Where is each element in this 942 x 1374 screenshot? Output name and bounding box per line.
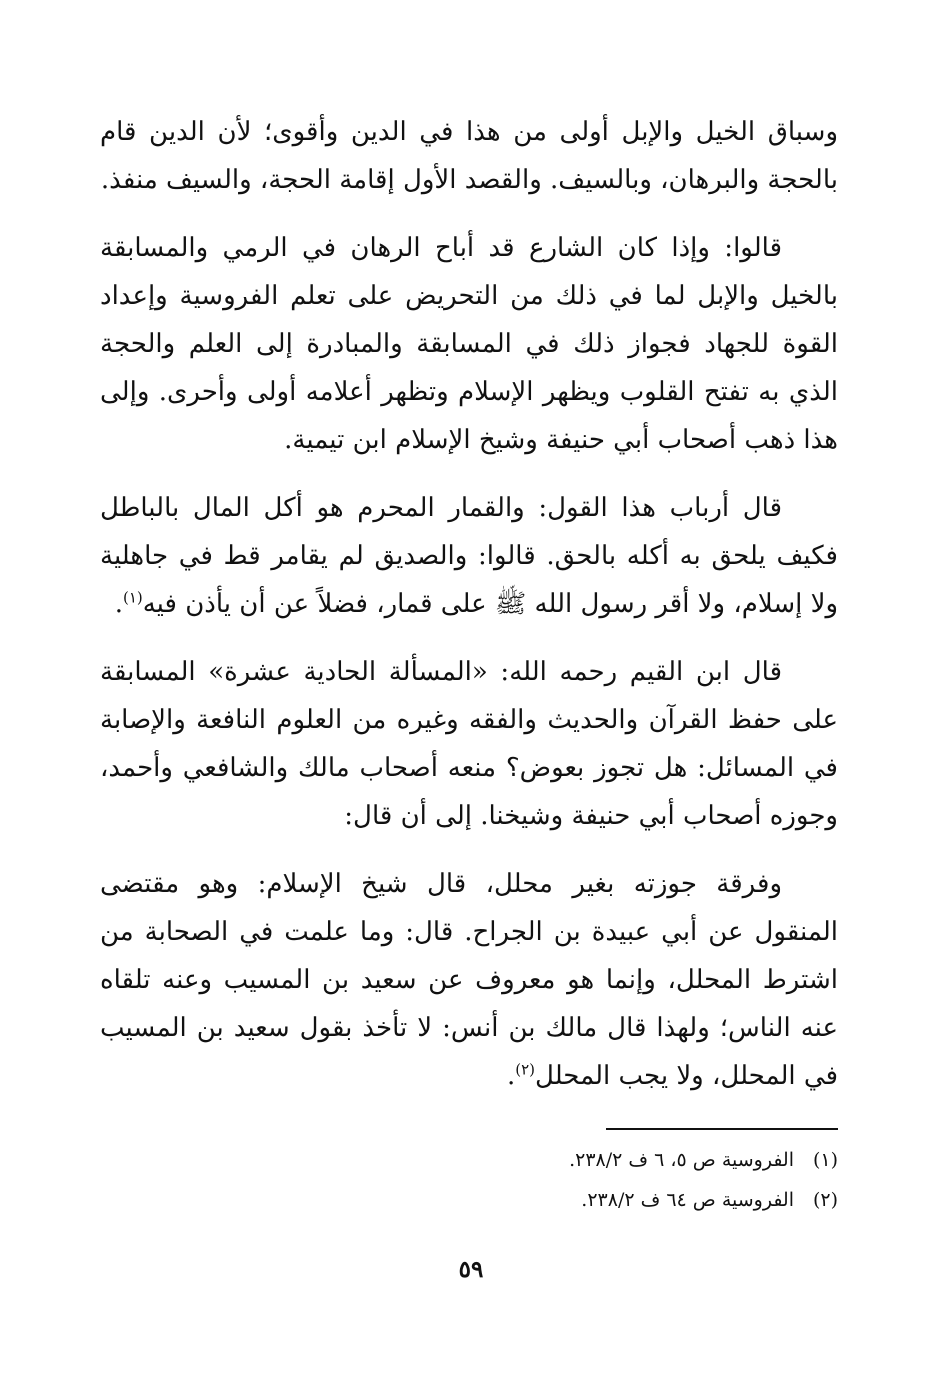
paragraph-2 bbox=[100, 224, 838, 464]
footnote-divider bbox=[606, 1128, 838, 1130]
paragraph-4 bbox=[100, 648, 838, 840]
paragraph-5 bbox=[100, 860, 838, 1100]
page-body bbox=[100, 108, 838, 1100]
paragraph-1 bbox=[100, 108, 838, 204]
footnote-reference-2[interactable]: (٢) bbox=[515, 1060, 535, 1079]
footnote-2-number: (٢) bbox=[812, 1189, 838, 1211]
paragraph-5-text: وفرقة جوزته بغير محلل، قال شيخ الإسلام: وهو مقتضى المنقول عن أبي عبيدة بن الجراح. قال: وما علمت في الصحابة من اشترط المحلل، وإنما هو معروف عن سعيد بن المسيب وعنه تلقاه عنه الناس؛ ولهذا قال مالك بن أنس: لا تأخذ بقول سعيد بن المسيب في المحلل، ولا يجب المحلل bbox=[100, 869, 838, 1091]
footnote-1-number: (١) bbox=[812, 1149, 838, 1171]
paragraph-4-text: قال ابن القيم رحمه الله: «المسألة الحادية عشرة» المسابقة على حفظ القرآن والحديث والفقه وغيره من العلوم النافعة والإصابة في المسائل: هل تجوز بعوض؟ منعه أصحاب مالك والشافعي وأحمد، وجوزه أصحاب أبي حنيفة وشيخنا. إلى أن قال: bbox=[100, 657, 838, 831]
paragraph-3 bbox=[100, 484, 838, 628]
footnote-2-text: الفروسية ص ٦٤ ف ٢٣٨/٢. bbox=[581, 1189, 794, 1211]
paragraph-3-end: . bbox=[114, 589, 123, 619]
paragraph-5-end: . bbox=[506, 1061, 516, 1091]
footnote-1-text: الفروسية ص ٥، ٦ ف ٢٣٨/٢. bbox=[569, 1149, 794, 1171]
footnote-1 bbox=[338, 1140, 838, 1180]
paragraph-1-text: وسباق الخيل والإبل أولى من هذا في الدين وأقوى؛ لأن الدين قام بالحجة والبرهان، وبالسيف. والقصد الأول إقامة الحجة، والسيف منفذ. bbox=[100, 117, 838, 195]
footnote-reference-1[interactable]: (١) bbox=[122, 588, 143, 607]
page-number: ٥٩ bbox=[458, 1256, 484, 1283]
paragraph-2-text: قالوا: وإذا كان الشارع قد أباح الرهان في الرمي والمسابقة بالخيل والإبل لما في ذلك من التحريض على تعلم الفروسية وإعداد القوة للجهاد فجواز ذلك في المسابقة والمبادرة إلى العلم والحجة الذي به تفتح القلوب ويظهر الإسلام وتظهر أعلامه أولى وأحرى. وإلى هذا ذهب أصحاب أبي حنيفة وشيخ الإسلام ابن تيمية. bbox=[100, 233, 838, 455]
paragraph-3-text: قال أرباب هذا القول: والقمار المحرم هو أكل المال بالباطل فكيف يلحق به أكله بالحق. قالوا: والصديق لم يقامر قط في جاهلية ولا إسلام، ولا أقر رسول الله ﷺ على قمار، فضلاً عن أن يأذن فيه bbox=[100, 493, 838, 619]
footnotes bbox=[338, 1140, 838, 1220]
footnote-2 bbox=[338, 1180, 838, 1220]
